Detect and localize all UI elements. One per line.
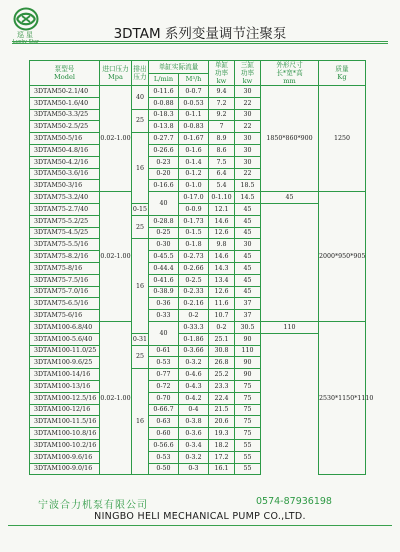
flow-m3h-cell: 0-1.5	[179, 227, 209, 239]
header-model-cn: 泵型号	[54, 65, 75, 73]
dimensions-cell: 2530*1150*1110	[319, 321, 366, 474]
power-single-cell: 14.6	[209, 215, 235, 227]
table-row	[30, 416, 366, 428]
power-single-cell: 9.8	[209, 239, 235, 251]
power-triple-cell: 45	[261, 192, 319, 204]
flow-m3h-cell: 0-1.0	[179, 180, 209, 192]
model-cell: 3DTAM100-11.0/25	[30, 345, 100, 357]
flow-m3h-cell: 0-1.73	[179, 215, 209, 227]
power-triple-cell: 22	[235, 121, 261, 133]
power-single-cell: 12.1	[209, 203, 235, 215]
header-inlet-pressure	[100, 61, 132, 86]
power-triple-cell: 55	[235, 451, 261, 463]
flow-m3h-cell: 0-1.2	[179, 168, 209, 180]
flow-lmin-cell: 0-63	[149, 416, 179, 428]
header-mass	[319, 61, 366, 86]
model-cell: 3DTAM100-12/16	[30, 404, 100, 416]
discharge-pressure-cell: 25	[132, 345, 149, 369]
power-single-cell: 20.6	[209, 416, 235, 428]
flow-m3h-cell: 0-1.1	[179, 109, 209, 121]
power-single-cell: 8.9	[209, 133, 235, 145]
model-cell: 3DTAM75-7.5/16	[30, 274, 100, 286]
flow-m3h-cell: 0-3.6	[179, 428, 209, 440]
flow-m3h-cell: 0-2.66	[179, 262, 209, 274]
flow-lmin-cell: 0-16.6	[149, 180, 179, 192]
model-cell: 3DTAM75-5.2/25	[30, 215, 100, 227]
flow-lmin-cell: 0-25	[149, 227, 179, 239]
title-divider	[12, 41, 388, 42]
flow-lmin-cell: 0-18.3	[149, 109, 179, 121]
discharge-pressure-cell: 16	[132, 239, 149, 333]
flow-lmin-cell: 0-56.6	[149, 439, 179, 451]
model-cell: 3DTAM75-5.5/16	[30, 239, 100, 251]
power-triple-cell: 30	[235, 239, 261, 251]
model-cell: 3DTAM100-9.0/16	[30, 463, 100, 475]
table-row	[30, 274, 366, 286]
model-cell: 3DTAM100-12.5/16	[30, 392, 100, 404]
power-triple-cell: 75	[235, 416, 261, 428]
flow-lmin-cell: 0-30	[149, 239, 179, 251]
flow-lmin-cell: 0-53	[149, 357, 179, 369]
model-cell: 3DTAM100-10.2/16	[30, 439, 100, 451]
table-row	[30, 203, 366, 215]
table-row	[30, 192, 366, 204]
model-cell: 3DTAM50-2.5/25	[30, 121, 100, 133]
power-single-cell: 9.2	[209, 109, 235, 121]
table-row	[30, 369, 366, 381]
model-cell: 3DTAM50-3.6/16	[30, 168, 100, 180]
spec-table-body	[30, 86, 374, 475]
table-row	[30, 321, 366, 333]
model-cell: 3DTAM100-11.5/16	[30, 416, 100, 428]
power-single-cell: 13.4	[209, 274, 235, 286]
header-power-triple-cn2: 功率	[240, 69, 255, 77]
model-cell: 3DTAM100-9.6/16	[30, 451, 100, 463]
flow-m3h-cell: 0-1.6	[179, 144, 209, 156]
table-row	[30, 239, 366, 251]
power-triple-cell: 45	[235, 274, 261, 286]
power-triple-cell: 75	[235, 428, 261, 440]
model-cell: 3DTAM75-7.0/16	[30, 286, 100, 298]
header-power-single-cn: 单缸	[214, 61, 229, 69]
model-cell: 3DTAM100-5.6/40	[30, 333, 100, 345]
header-discharge-cn2: 压力	[133, 73, 147, 81]
discharge-pressure-cell: 16	[132, 133, 149, 204]
header-dimensions	[261, 61, 319, 86]
power-triple-cell: 45	[235, 215, 261, 227]
model-cell: 3DTAM75-4.5/25	[30, 227, 100, 239]
header-power-single	[209, 61, 235, 86]
flow-lmin-cell: 0-20	[149, 168, 179, 180]
table-row	[30, 227, 366, 239]
power-single-cell: 18.2	[209, 439, 235, 451]
table-row	[30, 428, 366, 440]
flow-lmin-cell: 0-66.7	[149, 404, 179, 416]
flow-m3h-cell: 0-4	[179, 404, 209, 416]
power-single-cell: 14.3	[209, 262, 235, 274]
header-inlet-pressure-cn: 进口压力	[102, 65, 129, 73]
power-triple-cell: 18.5	[235, 180, 261, 192]
power-single-cell: 30.5	[235, 321, 261, 333]
flow-m3h-cell: 0-3.2	[179, 451, 209, 463]
flow-m3h-cell: 0-2	[179, 310, 209, 322]
table-row	[30, 333, 366, 345]
discharge-pressure-cell: 40	[149, 192, 179, 216]
power-triple-cell: 75	[235, 392, 261, 404]
header-model	[30, 61, 100, 86]
model-cell: 3DTAM100-13/16	[30, 380, 100, 392]
flow-m3h-cell: 0-1.86	[179, 333, 209, 345]
table-row	[30, 451, 366, 463]
discharge-pressure-cell: 40	[132, 86, 149, 110]
flow-lmin-cell: 0-44.4	[149, 262, 179, 274]
dimensions-cell: 1850*860*900	[261, 86, 319, 192]
flow-m3h-cell: 0-3.4	[179, 439, 209, 451]
model-cell: 3DTAM100-14/16	[30, 369, 100, 381]
power-triple-cell: 90	[235, 357, 261, 369]
flow-m3h-cell: 0-1.67	[179, 133, 209, 145]
brand-name-en: Lucky Star	[12, 39, 40, 45]
flow-lmin-cell: 0-45.5	[149, 251, 179, 263]
table-row	[30, 251, 366, 263]
model-cell: 3DTAM50-4.2/16	[30, 156, 100, 168]
model-cell: 3DTAM75-2.7/40	[30, 203, 100, 215]
model-cell: 3DTAM100-9.6/25	[30, 357, 100, 369]
header-mass-unit: Kg	[337, 73, 347, 81]
flow-lmin-cell: 0-28.8	[149, 215, 179, 227]
footer-company-cn: 宁波合力机泵有限公司	[38, 500, 148, 511]
power-single-cell: 25.1	[209, 333, 235, 345]
model-cell: 3DTAM75-8.2/16	[30, 251, 100, 263]
spec-table	[29, 60, 374, 475]
header-dimensions-unit: mm	[283, 77, 296, 85]
flow-m3h-cell: 0-2.73	[179, 251, 209, 263]
dimensions-cell: 2000*950*905	[319, 192, 366, 322]
model-cell: 3DTAM100-6.8/40	[30, 321, 100, 333]
table-row	[30, 262, 366, 274]
flow-m3h-cell: 0-2.5	[179, 274, 209, 286]
flow-lmin-cell: 0-17.0	[179, 192, 209, 204]
flow-m3h-cell: 0-2	[209, 321, 235, 333]
footer-divider	[8, 525, 392, 526]
flow-lmin-cell: 0-11.6	[149, 86, 179, 98]
flow-lmin-cell: 0-50	[149, 463, 179, 475]
flow-m3h-cell: 0-2.33	[179, 286, 209, 298]
power-triple-cell: 110	[261, 321, 319, 333]
inlet-pressure-cell: 0.02-1.00	[100, 86, 132, 192]
power-triple-cell: 30	[235, 156, 261, 168]
flow-m3h-cell: 0-1.8	[179, 239, 209, 251]
power-single-cell: 7	[209, 121, 235, 133]
power-triple-cell: 30	[235, 144, 261, 156]
inlet-pressure-cell: 0.02-1.00	[100, 321, 132, 474]
model-cell: 3DTAM50-3.3/25	[30, 109, 100, 121]
footer-phone: 0574-87936198	[256, 496, 332, 507]
table-row	[30, 298, 366, 310]
mass-cell: 1250	[319, 86, 366, 192]
header-model-en: Model	[54, 73, 75, 81]
flow-lmin-cell: 0-13.8	[149, 121, 179, 133]
power-triple-cell: 37	[235, 310, 261, 322]
flow-m3h-cell: 0-1.4	[179, 156, 209, 168]
table-row	[30, 392, 366, 404]
power-single-cell: 26.8	[209, 357, 235, 369]
table-row	[30, 463, 366, 475]
table-row	[30, 286, 366, 298]
power-triple-cell: 30	[235, 133, 261, 145]
model-cell: 3DTAM75-8/16	[30, 262, 100, 274]
header-flow-lmin: L/min	[149, 73, 179, 86]
table-row	[30, 404, 366, 416]
power-triple-cell: 30	[235, 86, 261, 98]
power-single-cell: 19.3	[209, 428, 235, 440]
model-cell: 3DTAM50-3/16	[30, 180, 100, 192]
power-single-cell: 8.6	[209, 144, 235, 156]
power-single-cell: 14.5	[235, 192, 261, 204]
power-triple-cell: 45	[235, 286, 261, 298]
flow-m3h-cell: 0-0.7	[179, 86, 209, 98]
model-cell: 3DTAM50-2.1/40	[30, 86, 100, 98]
table-row	[30, 380, 366, 392]
power-triple-cell: 75	[235, 380, 261, 392]
flow-m3h-cell: 0-3	[179, 463, 209, 475]
model-cell: 3DTAM100-10.8/16	[30, 428, 100, 440]
power-single-cell: 12.6	[209, 286, 235, 298]
flow-m3h-cell: 0-4.2	[179, 392, 209, 404]
header-flow-m3h: M³/h	[179, 73, 209, 86]
flow-lmin-cell: 0-33	[149, 310, 179, 322]
power-single-cell: 25.2	[209, 369, 235, 381]
flow-m3h-cell: 0-3.66	[179, 345, 209, 357]
header-power-triple-cn: 三缸	[240, 61, 255, 69]
power-triple-cell: 90	[235, 369, 261, 381]
header-discharge-cn: 排出	[133, 65, 147, 73]
model-cell: 3DTAM50-1.6/40	[30, 97, 100, 109]
power-single-cell: 7.5	[209, 156, 235, 168]
power-single-cell: 30.8	[209, 345, 235, 357]
header-power-single-unit: kw	[216, 77, 227, 85]
flow-m3h-cell: 0-1.10	[209, 192, 235, 204]
power-single-cell: 17.2	[209, 451, 235, 463]
power-single-cell: 22.4	[209, 392, 235, 404]
table-row	[30, 439, 366, 451]
flow-lmin-cell: 0-53	[149, 451, 179, 463]
discharge-pressure-cell: 25	[132, 215, 149, 239]
discharge-pressure-cell: 16	[132, 369, 149, 475]
power-single-cell: 23.3	[209, 380, 235, 392]
flow-lmin-cell: 0-36	[149, 298, 179, 310]
power-triple-cell: 45	[235, 262, 261, 274]
power-single-cell: 12.6	[209, 227, 235, 239]
power-single-cell: 7.2	[209, 97, 235, 109]
table-row	[30, 357, 366, 369]
header-power-single-cn2: 功率	[214, 69, 229, 77]
discharge-pressure-cell: 40	[149, 321, 179, 345]
flow-lmin-cell: 0-27.7	[149, 133, 179, 145]
flow-lmin-cell: 0-33.3	[179, 321, 209, 333]
inlet-pressure-cell: 0.02-1.00	[100, 192, 132, 322]
power-single-cell: 14.6	[209, 251, 235, 263]
flow-m3h-cell: 0-4.3	[179, 380, 209, 392]
flow-m3h-cell: 0-3.2	[179, 357, 209, 369]
flow-lmin-cell: 0-72	[149, 380, 179, 392]
flow-lmin-cell: 0-23	[149, 156, 179, 168]
power-triple-cell: 90	[235, 333, 261, 345]
header-power-triple-unit: kw	[242, 77, 253, 85]
flow-lmin-cell: 0-38.9	[149, 286, 179, 298]
flow-m3h-cell: 0-0.53	[179, 97, 209, 109]
title-divider-secondary	[12, 43, 388, 44]
flow-lmin-cell: 0-77	[149, 369, 179, 381]
power-triple-cell: 22	[235, 97, 261, 109]
header-flow: 单缸实际流量	[149, 61, 209, 74]
power-triple-cell: 45	[235, 227, 261, 239]
header-inlet-pressure-unit: Mpa	[108, 73, 123, 81]
flow-lmin-cell: 0-61	[149, 345, 179, 357]
flow-m3h-cell: 0-2.16	[179, 298, 209, 310]
flow-lmin-cell: 0-70	[149, 392, 179, 404]
header-dimensions-cn: 外形尺寸	[276, 61, 303, 69]
header-dimensions-cn2: 长*宽*高	[276, 69, 303, 77]
header-mass-cn: 质量	[335, 65, 349, 73]
power-triple-cell: 45	[235, 251, 261, 263]
table-row	[30, 310, 366, 322]
flow-lmin-cell: 0-26.6	[149, 144, 179, 156]
power-single-cell: 5.4	[209, 180, 235, 192]
header-discharge	[132, 61, 149, 86]
table-row	[30, 215, 366, 227]
power-triple-cell: 75	[235, 404, 261, 416]
flow-lmin-cell: 0-31	[132, 333, 149, 345]
flow-lmin-cell: 0-0.88	[149, 97, 179, 109]
model-cell: 3DTAM75-6.5/16	[30, 298, 100, 310]
power-single-cell: 10.7	[209, 310, 235, 322]
table-row	[30, 345, 366, 357]
table-row	[30, 86, 366, 98]
page-title: 3DTAM 系列变量调节注聚泵	[113, 26, 287, 42]
model-cell: 3DTAM75-6/16	[30, 310, 100, 322]
flow-lmin-cell: 0-41.6	[149, 274, 179, 286]
power-triple-cell: 37	[235, 298, 261, 310]
flow-lmin-cell: 0-15	[132, 203, 149, 215]
power-triple-cell: 22	[235, 168, 261, 180]
flow-m3h-cell: 0-4.6	[179, 369, 209, 381]
power-single-cell: 9.4	[209, 86, 235, 98]
flow-m3h-cell: 0-0.83	[179, 121, 209, 133]
model-cell: 3DTAM50-5/16	[30, 133, 100, 145]
power-triple-cell: 30	[235, 109, 261, 121]
power-single-cell: 16.1	[209, 463, 235, 475]
header-power-triple	[235, 61, 261, 86]
power-triple-cell: 55	[235, 463, 261, 475]
model-cell: 3DTAM50-4.8/16	[30, 144, 100, 156]
footer-company-en: NINGBO HELI MECHANICAL PUMP CO.,LTD.	[94, 511, 306, 522]
flow-m3h-cell: 0-0.9	[179, 203, 209, 215]
power-single-cell: 11.6	[209, 298, 235, 310]
power-triple-cell: 55	[235, 439, 261, 451]
power-triple-cell: 45	[235, 203, 261, 215]
power-single-cell: 6.4	[209, 168, 235, 180]
model-cell: 3DTAM75-3.2/40	[30, 192, 100, 204]
flow-lmin-cell: 0-60	[149, 428, 179, 440]
discharge-pressure-cell: 25	[132, 109, 149, 133]
brand-name-cn: 巡星	[17, 31, 35, 39]
power-single-cell: 21.5	[209, 404, 235, 416]
power-triple-cell: 110	[235, 345, 261, 357]
flow-m3h-cell: 0-3.8	[179, 416, 209, 428]
